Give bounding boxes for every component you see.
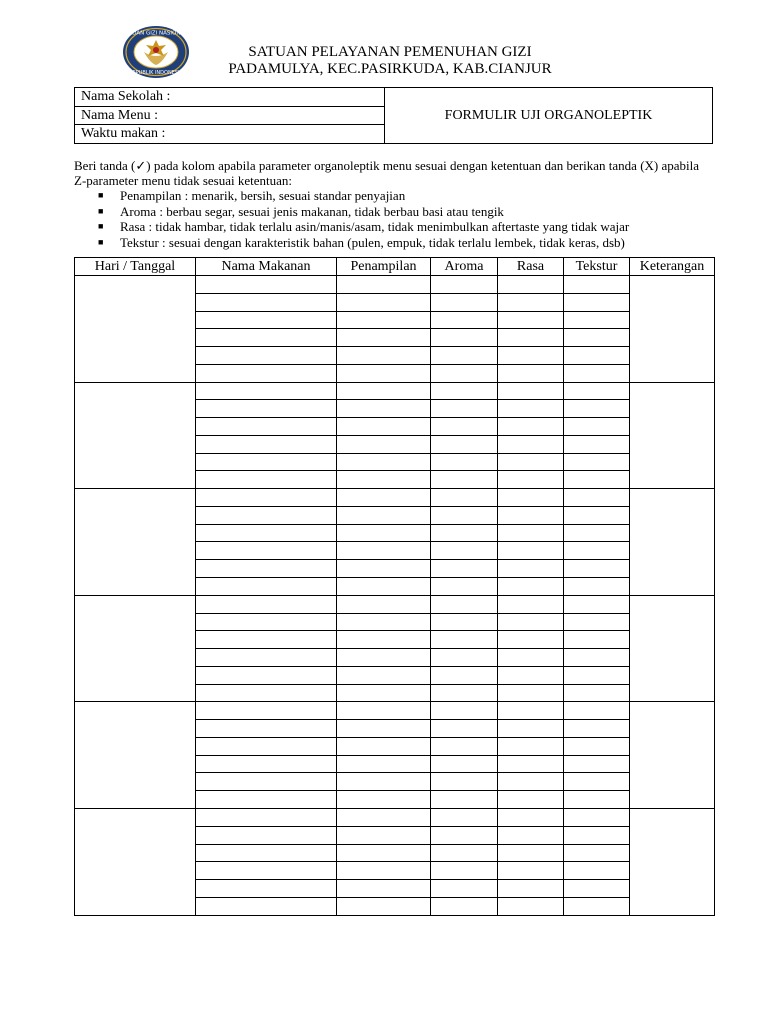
taste-cell[interactable]: [498, 276, 564, 294]
appearance-cell[interactable]: [337, 489, 431, 507]
food-name-cell[interactable]: [196, 347, 337, 365]
appearance-cell[interactable]: [337, 666, 431, 684]
appearance-cell[interactable]: [337, 524, 431, 542]
aroma-cell[interactable]: [431, 418, 498, 436]
texture-cell[interactable]: [564, 880, 630, 898]
column-header-aroma: Aroma: [431, 258, 498, 276]
appearance-cell[interactable]: [337, 649, 431, 667]
taste-cell[interactable]: [498, 329, 564, 347]
aroma-cell[interactable]: [431, 542, 498, 560]
texture-cell[interactable]: [564, 755, 630, 773]
texture-cell[interactable]: [564, 702, 630, 720]
mealtime-field[interactable]: Waktu makan :: [81, 126, 166, 142]
food-name-cell[interactable]: [196, 471, 337, 489]
aroma-cell[interactable]: [431, 595, 498, 613]
svg-text:REPUBLIK INDONESIA: REPUBLIK INDONESIA: [129, 70, 183, 76]
bullet-icon: ■: [98, 221, 104, 231]
table-row: [75, 382, 715, 400]
texture-cell[interactable]: [564, 737, 630, 755]
food-name-cell[interactable]: [196, 666, 337, 684]
taste-cell[interactable]: [498, 524, 564, 542]
texture-cell[interactable]: [564, 844, 630, 862]
taste-cell[interactable]: [498, 471, 564, 489]
aroma-cell[interactable]: [431, 311, 498, 329]
notes-cell[interactable]: [630, 702, 715, 809]
appearance-cell[interactable]: [337, 506, 431, 524]
appearance-cell[interactable]: [337, 382, 431, 400]
food-name-cell[interactable]: [196, 613, 337, 631]
taste-cell[interactable]: [498, 631, 564, 649]
day-date-cell[interactable]: [75, 595, 196, 702]
texture-cell[interactable]: [564, 862, 630, 880]
column-header-day-date: Hari / Tanggal: [75, 258, 196, 276]
texture-cell[interactable]: [564, 293, 630, 311]
taste-cell[interactable]: [498, 702, 564, 720]
appearance-cell[interactable]: [337, 329, 431, 347]
notes-cell[interactable]: [630, 808, 715, 915]
aroma-cell[interactable]: [431, 666, 498, 684]
badan-gizi-nasional-logo: [122, 25, 190, 79]
food-name-cell[interactable]: [196, 720, 337, 738]
food-name-cell[interactable]: [196, 524, 337, 542]
food-name-cell[interactable]: [196, 684, 337, 702]
taste-cell[interactable]: [498, 755, 564, 773]
taste-cell[interactable]: [498, 418, 564, 436]
appearance-cell[interactable]: [337, 844, 431, 862]
appearance-cell[interactable]: [337, 293, 431, 311]
aroma-cell[interactable]: [431, 560, 498, 578]
texture-cell[interactable]: [564, 560, 630, 578]
food-name-cell[interactable]: [196, 506, 337, 524]
appearance-cell[interactable]: [337, 702, 431, 720]
food-name-cell[interactable]: [196, 382, 337, 400]
texture-cell[interactable]: [564, 418, 630, 436]
column-header-food-name: Nama Makanan: [196, 258, 337, 276]
aroma-cell[interactable]: [431, 844, 498, 862]
aroma-cell[interactable]: [431, 347, 498, 365]
food-name-cell[interactable]: [196, 791, 337, 809]
form-info-box: [74, 87, 713, 144]
food-name-cell[interactable]: [196, 702, 337, 720]
aroma-cell[interactable]: [431, 631, 498, 649]
texture-cell[interactable]: [564, 773, 630, 791]
food-name-cell[interactable]: [196, 595, 337, 613]
food-name-cell[interactable]: [196, 400, 337, 418]
food-name-cell[interactable]: [196, 862, 337, 880]
notes-cell[interactable]: [630, 595, 715, 702]
taste-cell[interactable]: [498, 435, 564, 453]
taste-cell[interactable]: [498, 453, 564, 471]
aroma-cell[interactable]: [431, 897, 498, 915]
criteria-item: ■ Aroma : berbau segar, sesuai jenis makanan, tidak berbau basi atau tengik: [98, 203, 504, 219]
aroma-cell[interactable]: [431, 773, 498, 791]
food-name-cell[interactable]: [196, 329, 337, 347]
aroma-cell[interactable]: [431, 720, 498, 738]
texture-cell[interactable]: [564, 595, 630, 613]
appearance-cell[interactable]: [337, 578, 431, 596]
day-date-cell[interactable]: [75, 382, 196, 489]
criteria-item: ■ Penampilan : menarik, bersih, sesuai standar penyajian: [98, 188, 406, 203]
taste-cell[interactable]: [498, 578, 564, 596]
aroma-cell[interactable]: [431, 737, 498, 755]
appearance-cell[interactable]: [337, 435, 431, 453]
criteria-list: [74, 188, 714, 250]
texture-cell[interactable]: [564, 897, 630, 915]
appearance-cell[interactable]: [337, 862, 431, 880]
aroma-cell[interactable]: [431, 435, 498, 453]
taste-cell[interactable]: [498, 506, 564, 524]
food-name-cell[interactable]: [196, 435, 337, 453]
appearance-cell[interactable]: [337, 826, 431, 844]
taste-cell[interactable]: [498, 791, 564, 809]
texture-cell[interactable]: [564, 808, 630, 826]
texture-cell[interactable]: [564, 400, 630, 418]
aroma-cell[interactable]: [431, 400, 498, 418]
taste-cell[interactable]: [498, 720, 564, 738]
texture-cell[interactable]: [564, 666, 630, 684]
aroma-cell[interactable]: [431, 276, 498, 294]
texture-cell[interactable]: [564, 649, 630, 667]
appearance-cell[interactable]: [337, 791, 431, 809]
texture-cell[interactable]: [564, 613, 630, 631]
appearance-cell[interactable]: [337, 418, 431, 436]
bullet-icon: ■: [98, 190, 104, 200]
aroma-cell[interactable]: [431, 524, 498, 542]
taste-cell[interactable]: [498, 560, 564, 578]
texture-cell[interactable]: [564, 791, 630, 809]
appearance-cell[interactable]: [337, 737, 431, 755]
appearance-cell[interactable]: [337, 808, 431, 826]
taste-cell[interactable]: [498, 489, 564, 507]
food-name-cell[interactable]: [196, 276, 337, 294]
texture-cell[interactable]: [564, 631, 630, 649]
texture-cell[interactable]: [564, 382, 630, 400]
appearance-cell[interactable]: [337, 773, 431, 791]
texture-cell[interactable]: [564, 471, 630, 489]
texture-cell[interactable]: [564, 684, 630, 702]
taste-cell[interactable]: [498, 382, 564, 400]
appearance-cell[interactable]: [337, 631, 431, 649]
taste-cell[interactable]: [498, 364, 564, 382]
aroma-cell[interactable]: [431, 453, 498, 471]
taste-cell[interactable]: [498, 595, 564, 613]
column-header-texture: Tekstur: [564, 258, 630, 276]
aroma-cell[interactable]: [431, 808, 498, 826]
taste-cell[interactable]: [498, 808, 564, 826]
table-row: [75, 702, 715, 720]
food-name-cell[interactable]: [196, 489, 337, 507]
taste-cell[interactable]: [498, 293, 564, 311]
appearance-cell[interactable]: [337, 560, 431, 578]
taste-cell[interactable]: [498, 862, 564, 880]
aroma-cell[interactable]: [431, 649, 498, 667]
aroma-cell[interactable]: [431, 862, 498, 880]
aroma-cell[interactable]: [431, 382, 498, 400]
aroma-cell[interactable]: [431, 702, 498, 720]
food-name-cell[interactable]: [196, 755, 337, 773]
taste-cell[interactable]: [498, 649, 564, 667]
header-line1: SATUAN PELAYANAN PEMENUHAN GIZI: [248, 44, 532, 60]
food-name-cell[interactable]: [196, 364, 337, 382]
criteria-item: ■ Rasa : tidak hambar, tidak terlalu asin/manis/asam, tidak menimbulkan aftertaste yang tidak wajar: [98, 219, 630, 234]
aroma-cell[interactable]: [431, 613, 498, 631]
aroma-cell[interactable]: [431, 293, 498, 311]
aroma-cell[interactable]: [431, 880, 498, 898]
texture-cell[interactable]: [564, 364, 630, 382]
taste-cell[interactable]: [498, 897, 564, 915]
aroma-cell[interactable]: [431, 578, 498, 596]
taste-cell[interactable]: [498, 613, 564, 631]
column-header-taste: Rasa: [498, 258, 564, 276]
appearance-cell[interactable]: [337, 542, 431, 560]
taste-cell[interactable]: [498, 844, 564, 862]
texture-cell[interactable]: [564, 826, 630, 844]
taste-cell[interactable]: [498, 542, 564, 560]
taste-cell[interactable]: [498, 666, 564, 684]
taste-cell[interactable]: [498, 684, 564, 702]
taste-cell[interactable]: [498, 773, 564, 791]
taste-cell[interactable]: [498, 826, 564, 844]
texture-cell[interactable]: [564, 506, 630, 524]
table-row: [75, 595, 715, 613]
bullet-icon: ■: [98, 236, 104, 247]
food-name-cell[interactable]: [196, 418, 337, 436]
appearance-cell[interactable]: [337, 347, 431, 365]
texture-cell[interactable]: [564, 329, 630, 347]
appearance-cell[interactable]: [337, 880, 431, 898]
appearance-cell[interactable]: [337, 453, 431, 471]
column-header-appearance: Penampilan: [337, 258, 431, 276]
evaluation-table: [74, 257, 715, 916]
notes-cell[interactable]: [630, 489, 715, 596]
taste-cell[interactable]: [498, 400, 564, 418]
school-name-field[interactable]: Nama Sekolah :: [75, 88, 384, 107]
texture-cell[interactable]: [564, 542, 630, 560]
texture-cell[interactable]: [564, 720, 630, 738]
food-name-cell[interactable]: [196, 808, 337, 826]
appearance-cell[interactable]: [337, 471, 431, 489]
appearance-cell[interactable]: [337, 613, 431, 631]
appearance-cell[interactable]: [337, 897, 431, 915]
food-name-cell[interactable]: [196, 631, 337, 649]
taste-cell[interactable]: [498, 311, 564, 329]
texture-cell[interactable]: [564, 578, 630, 596]
notes-cell[interactable]: [630, 276, 715, 383]
food-name-cell[interactable]: [196, 737, 337, 755]
aroma-cell[interactable]: [431, 329, 498, 347]
menu-name-field[interactable]: Nama Menu :: [75, 107, 384, 126]
aroma-cell[interactable]: [431, 489, 498, 507]
appearance-cell[interactable]: [337, 595, 431, 613]
instructions-text: Beri tanda (✓) pada kolom apabila parameter organoleptik menu sesuai dengan ketentuan dan berikan tanda (X) apabila Z-parameter menu tidak sesuai ketentuan:: [74, 158, 700, 188]
appearance-cell[interactable]: [337, 684, 431, 702]
table-row: [75, 276, 715, 294]
texture-cell[interactable]: [564, 347, 630, 365]
appearance-cell[interactable]: [337, 755, 431, 773]
texture-cell[interactable]: [564, 489, 630, 507]
food-name-cell[interactable]: [196, 897, 337, 915]
food-name-cell[interactable]: [196, 649, 337, 667]
criteria-item: ■ Tekstur : sesuai dengan karakteristik bahan (pulen, empuk, tidak terlalu lembek, tidak keras, dsb): [98, 234, 625, 250]
food-name-cell[interactable]: [196, 560, 337, 578]
texture-cell[interactable]: [564, 311, 630, 329]
taste-cell[interactable]: [498, 347, 564, 365]
day-date-cell[interactable]: [75, 276, 196, 383]
svg-text:BADAN GIZI NASIONAL: BADAN GIZI NASIONAL: [124, 30, 188, 37]
aroma-cell[interactable]: [431, 471, 498, 489]
food-name-cell[interactable]: [196, 844, 337, 862]
info-fields: [75, 88, 385, 143]
table-body: [75, 276, 715, 916]
form-title: FORMULIR UJI ORGANOLEPTIK: [444, 107, 653, 123]
texture-cell[interactable]: [564, 453, 630, 471]
food-name-cell[interactable]: [196, 542, 337, 560]
day-date-cell[interactable]: [75, 702, 196, 809]
day-date-cell[interactable]: [75, 489, 196, 596]
aroma-cell[interactable]: [431, 364, 498, 382]
column-header-notes: Keterangan: [630, 258, 715, 276]
food-name-cell[interactable]: [196, 880, 337, 898]
taste-cell[interactable]: [498, 737, 564, 755]
appearance-cell[interactable]: [337, 364, 431, 382]
food-name-cell[interactable]: [196, 311, 337, 329]
aroma-cell[interactable]: [431, 755, 498, 773]
aroma-cell[interactable]: [431, 684, 498, 702]
appearance-cell[interactable]: [337, 400, 431, 418]
appearance-cell[interactable]: [337, 276, 431, 294]
food-name-cell[interactable]: [196, 453, 337, 471]
table-row: [75, 808, 715, 826]
header-line2: PADAMULYA, KEC.PASIRKUDA, KAB.CIANJUR: [228, 61, 552, 77]
aroma-cell[interactable]: [431, 506, 498, 524]
table-header-row: [75, 258, 715, 276]
appearance-cell[interactable]: [337, 720, 431, 738]
aroma-cell[interactable]: [431, 791, 498, 809]
appearance-cell[interactable]: [337, 311, 431, 329]
table-row: [75, 489, 715, 507]
day-date-cell[interactable]: [75, 808, 196, 915]
texture-cell[interactable]: [564, 524, 630, 542]
food-name-cell[interactable]: [196, 826, 337, 844]
bullet-icon: ■: [98, 205, 104, 216]
notes-cell[interactable]: [630, 382, 715, 489]
texture-cell[interactable]: [564, 435, 630, 453]
taste-cell[interactable]: [498, 880, 564, 898]
food-name-cell[interactable]: [196, 293, 337, 311]
instructions: [74, 159, 714, 250]
food-name-cell[interactable]: [196, 773, 337, 791]
aroma-cell[interactable]: [431, 826, 498, 844]
food-name-cell[interactable]: [196, 578, 337, 596]
texture-cell[interactable]: [564, 276, 630, 294]
